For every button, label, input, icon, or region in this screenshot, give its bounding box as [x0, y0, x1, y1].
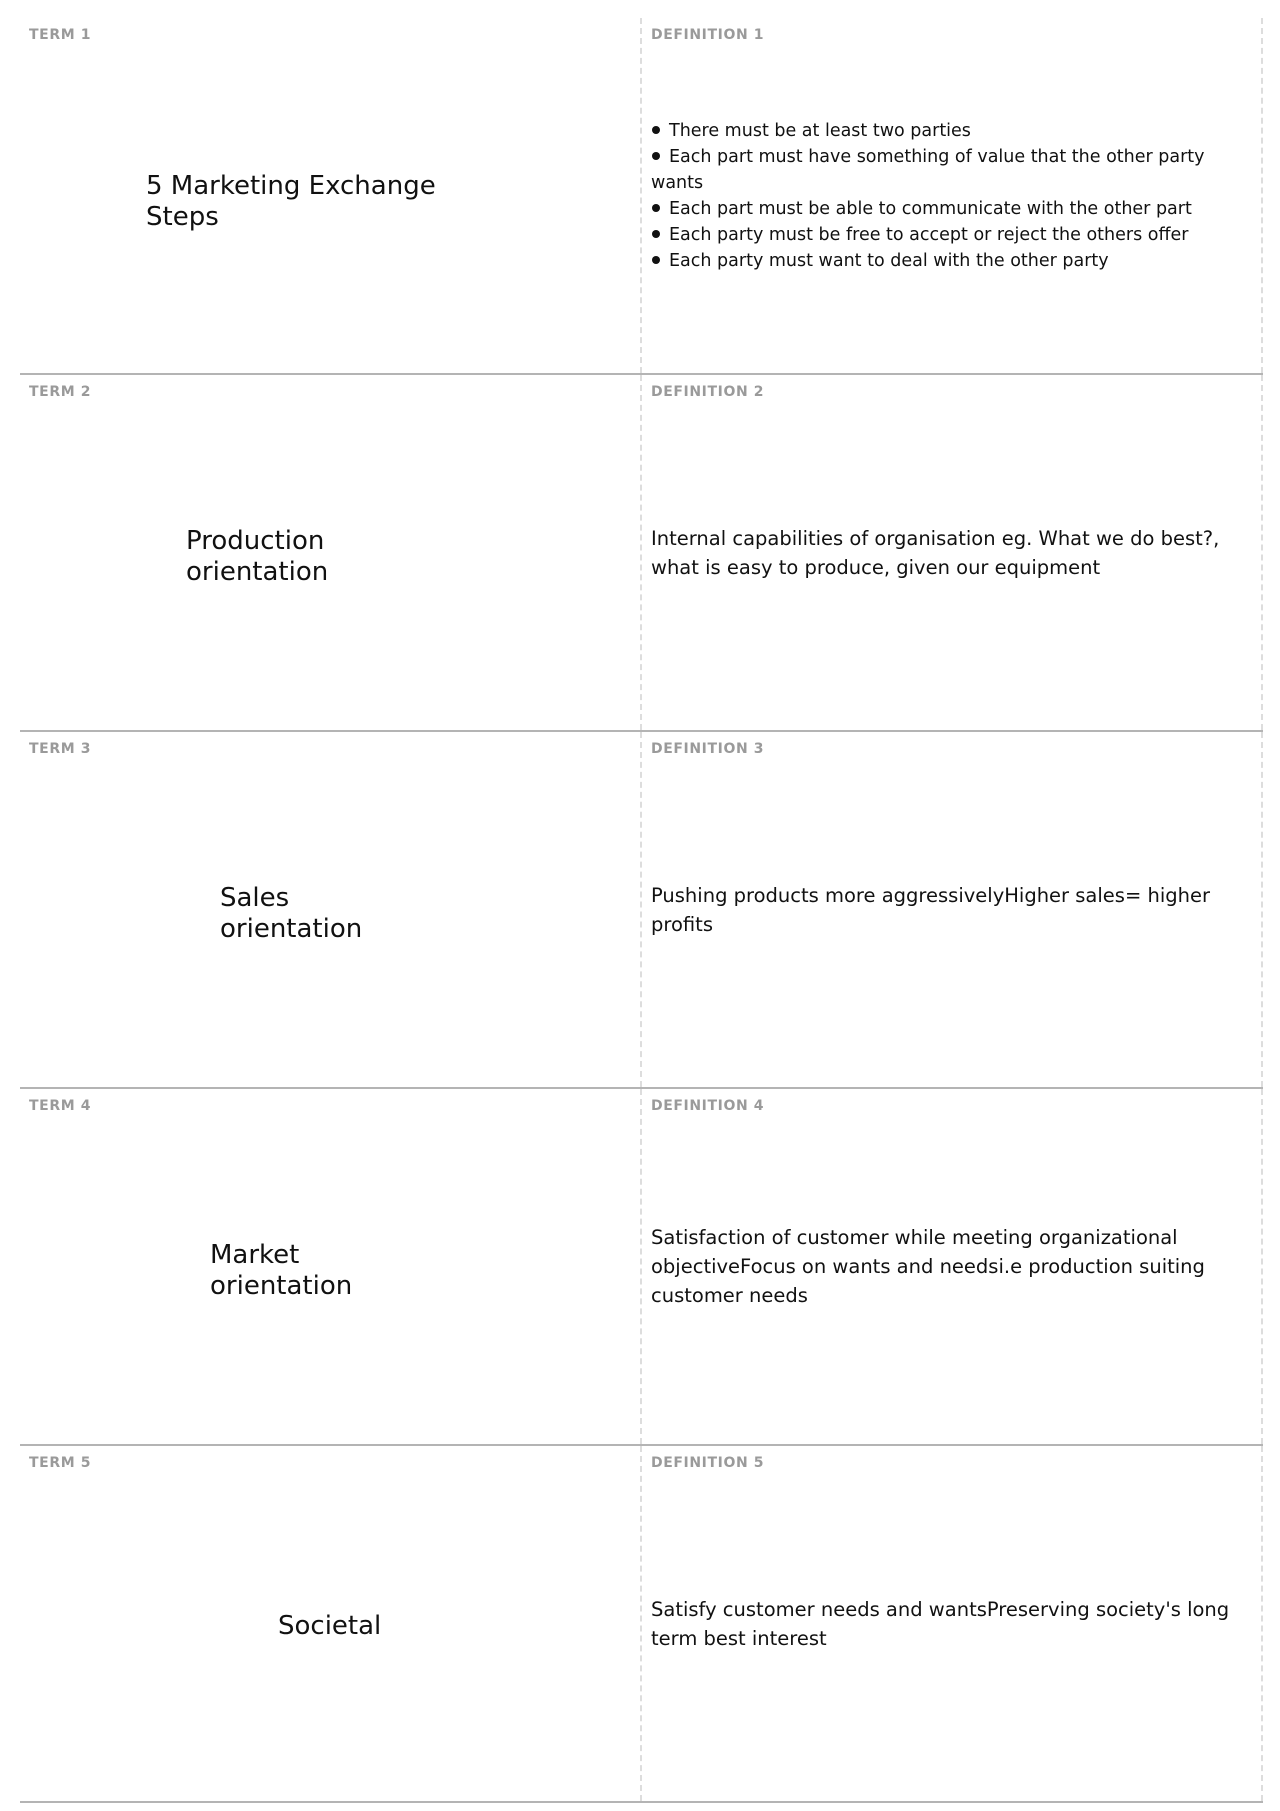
bullet-text: Each part must be able to communicate with the other part: [669, 198, 1192, 219]
term-text: Societal: [278, 1611, 382, 1641]
term-text: Production orientation: [186, 526, 329, 587]
term-label: TERM 4: [29, 1098, 92, 1114]
bullet-text: Each part must have something of value that the other party wants: [651, 146, 1205, 193]
list-item: [651, 118, 1247, 144]
definition-paragraph: Internal capabilities of organisation eg. What we do best?, what is easy to produce, given our equipment: [651, 526, 1220, 579]
term-label: TERM 2: [29, 384, 92, 400]
term-label: TERM 5: [29, 1455, 92, 1471]
flashcard-3: [20, 732, 1263, 1089]
term-label: TERM 1: [29, 27, 92, 43]
bullet-text: Each party must be free to accept or reject the others offer: [669, 224, 1189, 245]
definition-label: DEFINITION 4: [651, 1098, 765, 1114]
flashcard-4: [20, 1089, 1263, 1446]
definition-text: [651, 1089, 1247, 1444]
definition-paragraph: Satisfy customer needs and wantsPreserving society's long term best interest: [651, 1597, 1230, 1650]
term-cell: [20, 732, 642, 1087]
definition-cell: [642, 375, 1263, 730]
term-cell: [20, 1089, 642, 1444]
definition-text: [651, 18, 1247, 373]
definition-paragraph: Pushing products more aggressivelyHigher sales= higher profits: [651, 883, 1211, 936]
definition-cell: [642, 18, 1263, 373]
flashcard-2: [20, 375, 1263, 732]
term-text: 5 Marketing Exchange Steps: [146, 171, 436, 232]
definition-label: DEFINITION 2: [651, 384, 765, 400]
bullet-dot-icon: [652, 126, 660, 134]
definition-bullet-list: [651, 118, 1247, 274]
term-cell: [20, 18, 642, 373]
bullet-dot-icon: [652, 230, 660, 238]
definition-text: [651, 1446, 1247, 1801]
definition-cell: [642, 732, 1263, 1087]
term-text: Sales orientation: [220, 883, 363, 944]
bullet-dot-icon: [652, 152, 660, 160]
list-item: [651, 144, 1247, 196]
term-text: Market orientation: [210, 1240, 353, 1301]
term-label: TERM 3: [29, 741, 92, 757]
bullet-text: There must be at least two parties: [669, 120, 971, 141]
definition-text: [651, 375, 1247, 730]
definition-label: DEFINITION 5: [651, 1455, 765, 1471]
definition-label: DEFINITION 3: [651, 741, 765, 757]
definition-paragraph: Satisfaction of customer while meeting organizational objectiveFocus on wants and needsi.e production suiting customer needs: [651, 1226, 1205, 1307]
definition-text: [651, 732, 1247, 1087]
bullet-dot-icon: [652, 256, 660, 264]
flashcard-5: [20, 1446, 1263, 1803]
definition-label: DEFINITION 1: [651, 27, 765, 43]
list-item: [651, 196, 1247, 222]
bullet-text: Each party must want to deal with the other party: [669, 250, 1109, 271]
list-item: [651, 222, 1247, 248]
definition-cell: [642, 1446, 1263, 1801]
bullet-dot-icon: [652, 204, 660, 212]
definition-cell: [642, 1089, 1263, 1444]
term-cell: [20, 375, 642, 730]
list-item: [651, 248, 1247, 274]
flashcard-1: [20, 18, 1263, 375]
flashcard-sheet: [20, 18, 1263, 1803]
term-cell: [20, 1446, 642, 1801]
